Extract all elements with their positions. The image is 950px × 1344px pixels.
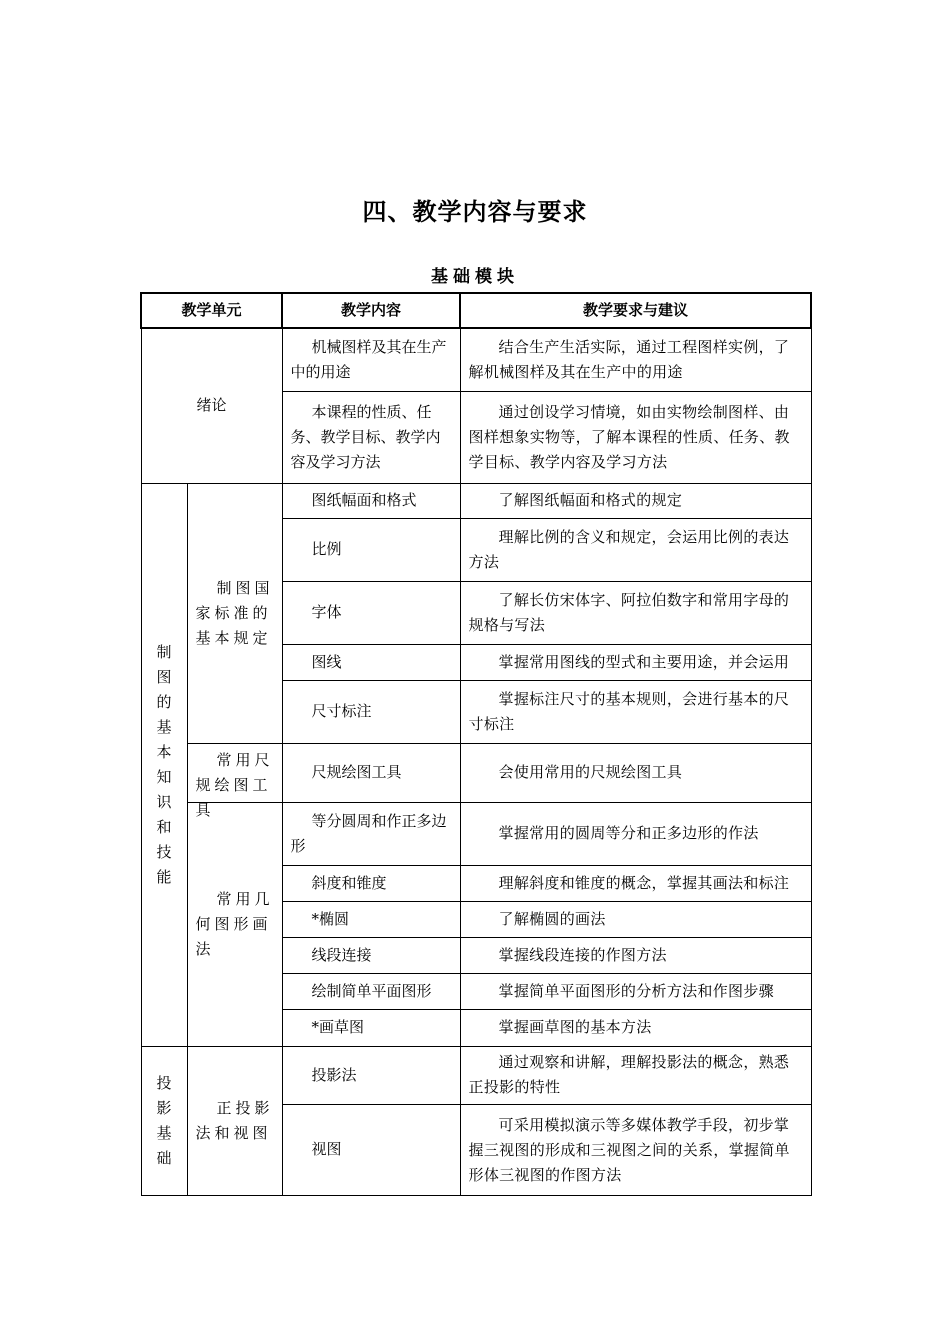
unit-cell-intro: 绪论 <box>141 328 282 483</box>
requirement-cell: 通过创设学习情境，如由实物绘制图样、由图样想象实物等，了解本课程的性质、任务、教学目标、教学内容及学习方法 <box>460 391 811 483</box>
requirement-cell: 了解长仿宋体字、阿拉伯数字和常用字母的规格与写法 <box>460 581 811 644</box>
content-cell: 线段连接 <box>282 937 460 973</box>
header-content: 教学内容 <box>282 293 460 328</box>
content-cell: *画草图 <box>282 1009 460 1046</box>
requirement-cell: 了解图纸幅面和格式的规定 <box>460 483 811 518</box>
content-cell: *椭圆 <box>282 901 460 937</box>
header-unit: 教学单元 <box>141 293 282 328</box>
requirement-cell: 理解比例的含义和规定，会运用比例的表达方法 <box>460 518 811 581</box>
requirement-text: 掌握常用图线的型式和主要用途，并会运用 <box>498 652 790 671</box>
content-cell: 字体 <box>282 581 460 644</box>
requirement-cell: 结合生产生活实际，通过工程图样实例，了解机械图样及其在生产中的用途 <box>460 328 811 391</box>
unit-cell-drafting-basics <box>141 483 187 1046</box>
subunit-cell-orthographic: 正投影法和视图 <box>187 1046 282 1195</box>
requirement-cell: 了解椭圆的画法 <box>460 901 811 937</box>
table-row <box>141 743 811 802</box>
subunit-cell-drawing-tools <box>187 743 282 819</box>
header-requirement: 教学要求与建议 <box>460 293 811 328</box>
requirement-cell: 会使用常用的尺规绘图工具 <box>460 743 811 802</box>
content-cell: 等分圆周和作正多边形 <box>282 802 460 865</box>
requirement-cell <box>460 644 811 680</box>
requirement-cell: 掌握常用的圆周等分和正多边形的作法 <box>460 802 811 865</box>
module-subtitle: 基础模块 <box>431 267 519 287</box>
requirement-cell: 掌握标注尺寸的基本规则，会进行基本的尺寸标注 <box>460 680 811 743</box>
content-cell: 绘制简单平面图形 <box>282 973 460 1009</box>
table-header-row <box>141 293 811 328</box>
content-cell: 本课程的性质、任务、教学目标、教学内容及学习方法 <box>282 391 460 483</box>
content-cell: 机械图样及其在生产中的用途 <box>282 328 460 391</box>
subunit-cell-geometric: 常用几何图形画法 <box>187 802 282 1046</box>
subunit-label: 常用尺规绘图工具 <box>195 750 274 819</box>
section-title: 四、教学内容与要求 <box>362 198 588 226</box>
unit-label: 投影基础 <box>156 1073 172 1167</box>
content-cell: 图线 <box>282 644 460 680</box>
requirement-cell: 通过观察和讲解，理解投影法的概念，熟悉正投影的特性 <box>460 1046 811 1104</box>
content-cell: 视图 <box>282 1104 460 1195</box>
table-row <box>141 1046 811 1104</box>
content-cell: 图纸幅面和格式 <box>282 483 460 518</box>
content-cell: 尺规绘图工具 <box>282 743 460 802</box>
table-row <box>141 802 811 865</box>
requirement-cell: 可采用模拟演示等多媒体教学手段，初步掌握三视图的形成和三视图之间的关系，掌握简单形体三视图的作图方法 <box>460 1104 811 1195</box>
content-cell: 比例 <box>282 518 460 581</box>
requirement-cell: 掌握简单平面图形的分析方法和作图步骤 <box>460 973 811 1009</box>
content-cell: 尺寸标注 <box>282 680 460 743</box>
table-row <box>141 328 811 391</box>
requirement-cell: 掌握画草图的基本方法 <box>460 1009 811 1046</box>
content-cell: 斜度和锥度 <box>282 865 460 901</box>
teaching-content-table <box>140 292 812 1196</box>
subunit-cell-national-standard: 制图国家标准的基本规定 <box>187 483 282 743</box>
requirement-cell: 理解斜度和锥度的概念，掌握其画法和标注 <box>460 865 811 901</box>
unit-cell-projection <box>141 1046 187 1195</box>
unit-label: 制图的基本知识和技能 <box>156 642 172 886</box>
requirement-cell: 掌握线段连接的作图方法 <box>460 937 811 973</box>
table-row <box>141 483 811 518</box>
content-cell: 投影法 <box>282 1046 460 1104</box>
